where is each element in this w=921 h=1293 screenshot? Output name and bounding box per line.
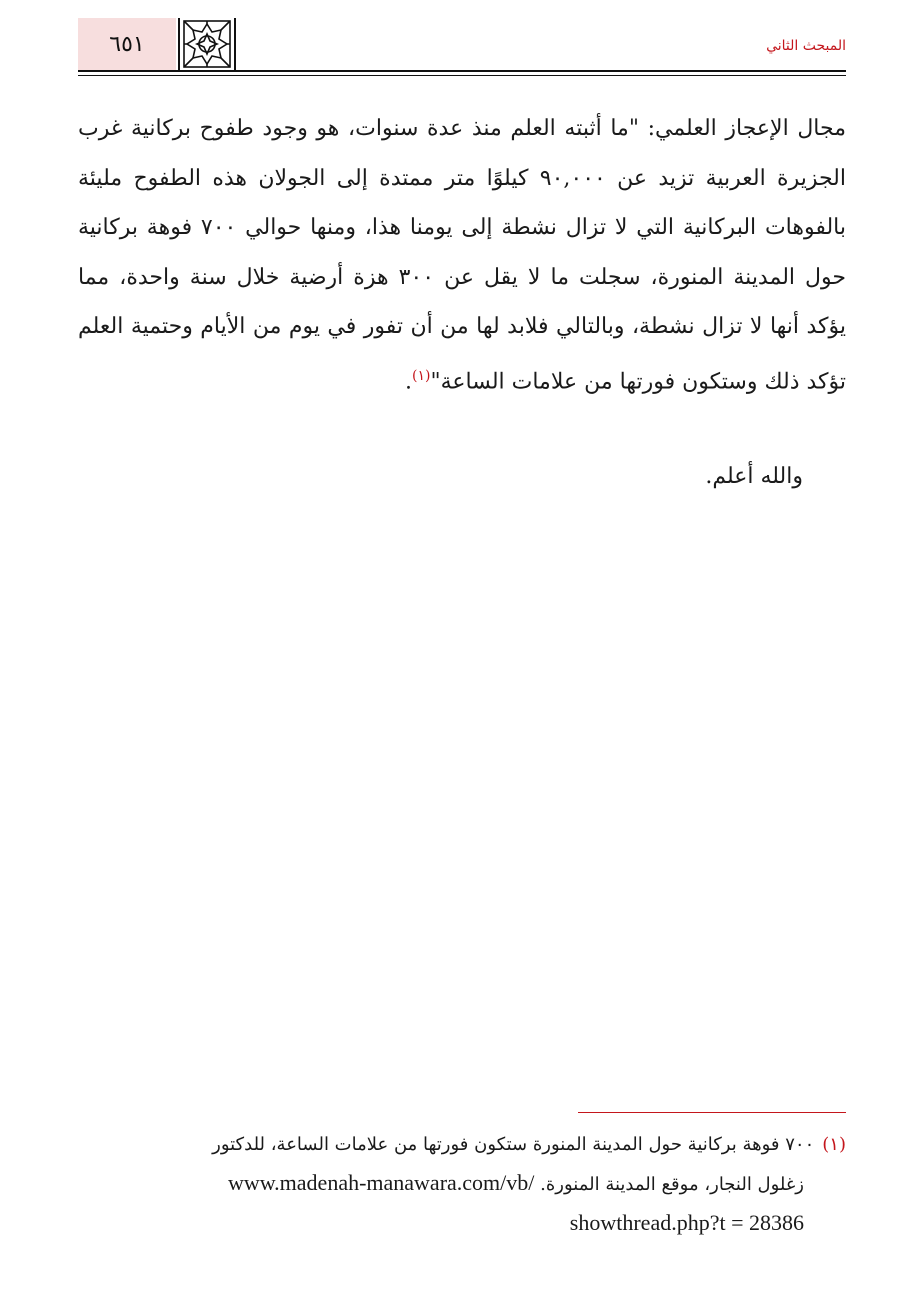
footnote-line-1: ٧٠٠ فوهة بركانية حول المدينة المنورة ستكون فورتها من علامات الساعة، للدكتور	[212, 1134, 815, 1155]
closing-phrase: والله أعلم.	[705, 464, 803, 489]
paragraph-end: .	[405, 368, 412, 394]
star-pattern-icon	[182, 19, 232, 69]
footnote-line-2: زغلول النجار، موقع المدينة المنورة.	[540, 1174, 804, 1195]
footnote-url-part-2[interactable]: showthread.php?t = 28386	[569, 1210, 804, 1235]
header-rule	[78, 70, 846, 72]
section-title: المبحث الثاني	[766, 38, 846, 54]
footnote	[78, 1126, 846, 1244]
footnote-marker: (١)	[822, 1134, 846, 1155]
footnote-url-part-1[interactable]: www.madenah-manawara.com/vb/	[227, 1170, 535, 1195]
page-header	[78, 18, 846, 74]
footnote-reference[interactable]: (١)	[412, 367, 431, 384]
page-number: ٦٥١	[78, 18, 176, 70]
header-rule-thin	[78, 75, 846, 76]
paragraph-text: مجال الإعجاز العلمي: "ما أثبته العلم منذ عدة سنوات، هو وجود طفوح بركانية غرب الجزيرة العربية تزيد عن ٩٠,٠٠٠ كيلوًا متر ممتدة إلى الجولان هذه الطفوح مليئة بالفوهات البركانية التي لا تزال نشطة إلى يومنا هذا، ومنها حوالي ٧٠٠ فوهة بركانية حول المدينة المنورة، سجلت ما لا يقل عن ٣٠٠ هزة أرضية خلال سنة واحدة، مما يؤكد أنها لا تزال نشطة، وبالتالي فلابد لها من أن تفور في يوم من الأيام وحتمية العلم تؤكد ذلك وستكون فورتها من علامات الساعة"	[78, 116, 846, 394]
islamic-star-ornament-icon	[178, 18, 236, 70]
body-paragraph	[78, 104, 846, 406]
footnote-separator	[578, 1112, 846, 1113]
